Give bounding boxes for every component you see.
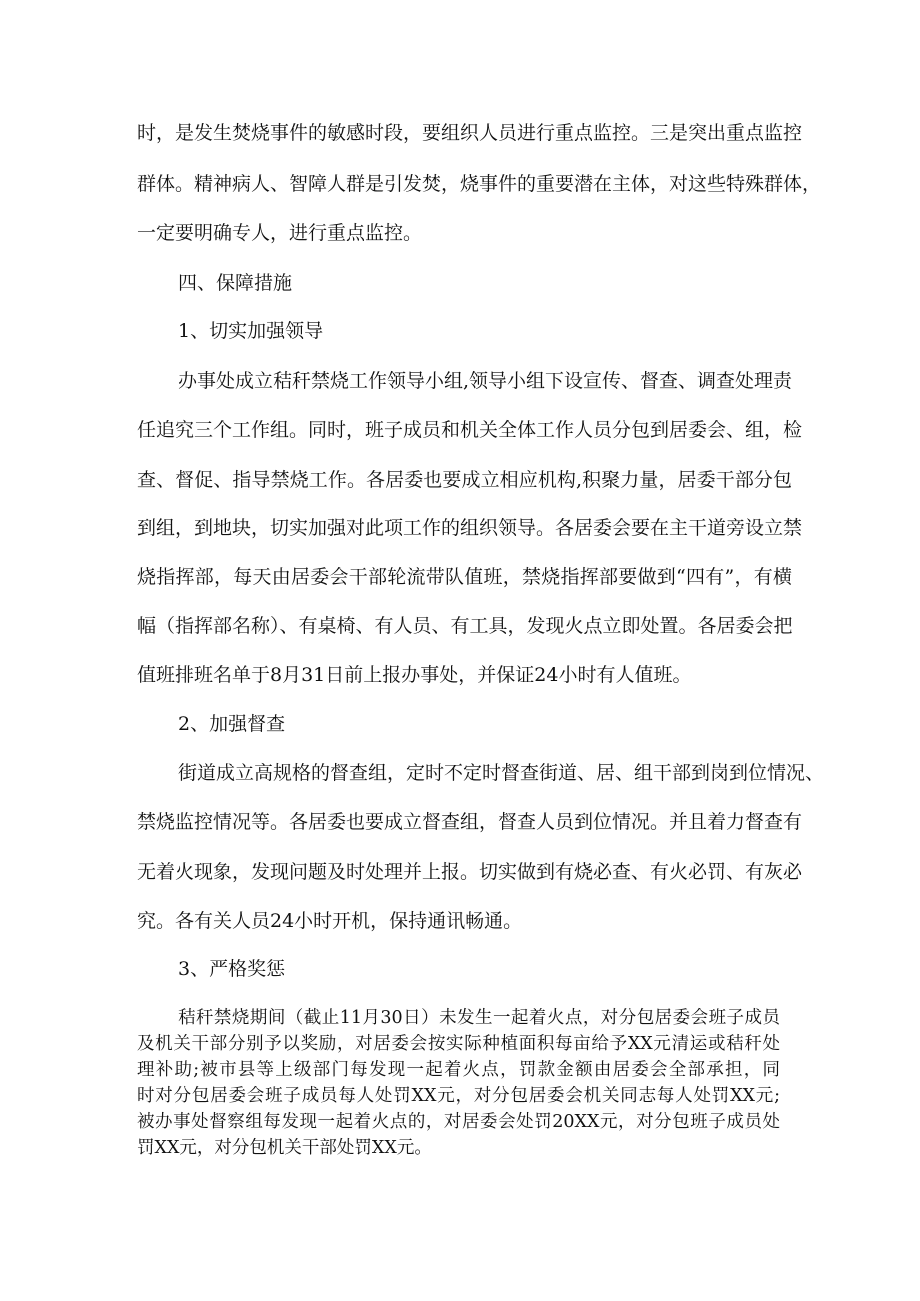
paragraph-line: 烧指挥部，每天由居委会干部轮流带队值班，禁烧指挥部要做到“四有”，有横 (137, 566, 792, 588)
paragraph-line: 罚XX元，对分包机关干部处罚XX元。 (137, 1138, 432, 1158)
paragraph-line: 时，是发生焚烧事件的敏感时段，要组织人员进行重点监控。三是突出重点监控 (137, 122, 803, 144)
paragraph-line: 秸秆禁烧期间（截止11月30日）未发生一起着火点，对分包居委会班子成员 (178, 1008, 780, 1028)
paragraph-line: 幅（指挥部名称）、有桌椅、有人员、有工具，发现火点立即处置。各居委会把 (137, 615, 793, 637)
paragraph-line: 街道成立高规格的督查组，定时不定时督查街道、居、组干部到岗到位情况、 (178, 762, 825, 784)
paragraph-line: 到组，到地块，切实加强对此项工作的组织领导。各居委会要在主干道旁设立禁 (137, 517, 803, 539)
section-heading: 四、保障措施 (178, 272, 293, 294)
paragraph-line: 值班排班名单于8月31日前上报办事处，并保证24小时有人值班。 (137, 664, 692, 686)
paragraph-line: 及机关干部分别予以奖励，对居委会按实际种植面积每亩给予XX元清运或秸秆处 (137, 1034, 780, 1054)
paragraph-line: 被办事处督察组每发现一起着火点的，对居委会处罚20XX元，对分包班子成员处 (137, 1112, 780, 1132)
subsection-heading: 3、严格奖惩 (178, 958, 286, 980)
paragraph-line: 查、督促、指导禁烧工作。各居委也要成立相应机构,积聚力量，居委干部分包 (137, 469, 792, 491)
paragraph-line: 一定要明确专人，进行重点监控。 (137, 222, 423, 244)
paragraph-line: 理补助;被市县等上级部门每发现一起着火点，罚款金额由居委会全部承担，同 (137, 1060, 780, 1080)
paragraph-line: 究。各有关人员24小时开机，保持通讯畅通。 (137, 910, 523, 932)
paragraph-line: 时对分包居委会班子成员每人处罚XX元，对分包居委会机关同志每人处罚XX元; (137, 1086, 780, 1106)
paragraph-line: 办事处成立秸秆禁烧工作领导小组,领导小组下设宣传、督查、调查处理责 (178, 370, 793, 392)
paragraph-line: 禁烧监控情况等。各居委也要成立督查组，督查人员到位情况。并且着力督查有 (137, 811, 803, 833)
subsection-heading: 1、切实加强领导 (178, 320, 324, 342)
paragraph-line: 无着火现象，发现问题及时处理并上报。切实做到有烧必查、有火必罚、有灰必 (137, 861, 803, 883)
paragraph-line: 任追究三个工作组。同时，班子成员和机关全体工作人员分包到居委会、组，检 (137, 419, 803, 441)
subsection-heading: 2、加强督查 (178, 713, 286, 735)
paragraph-line: 群体。精神病人、智障人群是引发焚，烧事件的重要潜在主体，对这些特殊群体， (137, 173, 822, 195)
